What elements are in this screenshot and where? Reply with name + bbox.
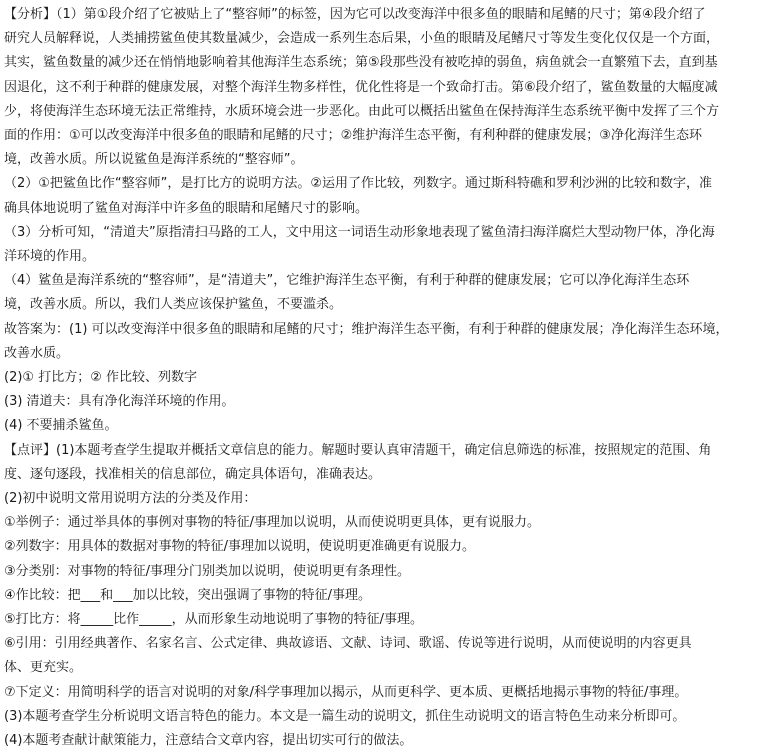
- text-line: 度、逐句逐段，找准相关的信息部位，确定具体语句，准确表达。: [4, 466, 382, 482]
- text-line: (2)初中说明文常用说明方法的分类及作用：: [4, 491, 257, 507]
- text-line: （3）分析可知，“清道夫”原指清扫马路的工人，文中用这一词语生动形象地表现了鲨鱼清扫海洋腐烂大型动物尸体，净化海: [4, 224, 715, 240]
- text-line: 【分析】（1）第①段介绍了它被贴上了“整容师”的标签，因为它可以改变海洋中很多鱼的眼睛和尾鳍的尺寸；第④段介绍了: [4, 7, 706, 22]
- text-line: ①举例子：通过举具体的事例对事物的特征/事理加以说明，从而使说明更具体，更有说服力。: [4, 515, 541, 531]
- text-line: 【点评】(1)本题考查学生提取并概括文章信息的能力。解题时要认真审清题干，确定信息筛选的标准，按照规定的范围、角: [4, 442, 712, 458]
- text-line: 故答案为：(1) 可以改变海洋中很多鱼的眼睛和尾鳍的尺寸；维护海洋生态平衡，有利于种群的健康发展；净化海洋生态环境，: [4, 321, 729, 337]
- text-line: 境，改善水质。所以，我们人类应该保护鲨鱼，不要滥杀。: [4, 297, 343, 313]
- text-line: ②列数字：用具体的数据对事物的特征/事理加以说明，使说明更准确更有说服力。: [4, 539, 476, 555]
- text-line: 面的作用：①可以改变海洋中很多鱼的眼睛和尾鳍的尺寸；②维护海洋生态平衡，有利种群的健康发展；③净化海洋生态环: [4, 128, 702, 144]
- text-line: 改善水质。: [4, 345, 70, 361]
- text-line: (2)① 打比方；② 作比较、列数字: [4, 370, 197, 386]
- text-line: 境，改善水质。所以说鲨鱼是海洋系统的“整容师”。: [4, 152, 304, 168]
- text-line: (4) 不要捕杀鲨鱼。: [4, 418, 118, 434]
- text-line: 少，将使海洋生态环境无法正常维持，水质环境会进一步恶化。由此可以概括出鲨鱼在保持海洋生态系统平衡中发挥了三个方: [4, 103, 720, 119]
- text-line: ③分类别：对事物的特征/事理分门别类加以说明，使说明更有条理性。: [4, 563, 411, 579]
- text-line: 洋环境的作用。: [4, 249, 96, 265]
- text-line: 因退化，这不利于种群的健康发展，对整个海洋生物多样性，优化性将是一个致命打击。第⑥段介绍了，鲨鱼数量的大幅度减: [4, 79, 718, 95]
- text-line: （4）鲨鱼是海洋系统的“整容师”，是“清道夫”，它维护海洋生态平衡，有利于种群的健康发展；它可以净化海洋生态环: [4, 273, 690, 289]
- text-line: 体、更充实。: [4, 660, 83, 676]
- text-line: ⑦下定义：用简明科学的语言对说明的对象/科学事理加以揭示，从而更科学、更本质、更概括地揭示事物的特征/事理。: [4, 684, 688, 700]
- text-line: 其实，鲨鱼数量的减少还在悄悄地影响着其他海洋生态系统；第⑤段那些没有被吃掉的弱鱼，病鱼就会一直繁殖下去，直到基: [4, 55, 718, 71]
- text-line: ⑤打比方：将_____比作_____，从而形象生动地说明了事物的特征/事理。: [4, 612, 424, 628]
- text-line: （2）①把鲨鱼比作“整容师”，是打比方的说明方法。②运用了作比较，列数字。通过斯科特礁和罗利沙洲的比较和数字，准: [4, 176, 713, 192]
- text-line: 研究人员解释说，人类捕捞鲨鱼使其数量减少，会造成一系列生态后果，小鱼的眼睛及尾鳍尺寸等发生变化仅仅是一个方面，: [4, 31, 720, 47]
- text-line: ⑥引用：引用经典著作、名家名言、公式定律、典故谚语、文献、诗词、歌谣、传说等进行说明，从而使说明的内容更具: [4, 636, 692, 652]
- text-line: (3)本题考查学生分析说明文语言特色的能力。本文是一篇生动的说明文，抓住生动说明文的语言特色生动来分析即可。: [4, 708, 686, 724]
- text-line: (4)本题考查献计献策能力，注意结合文章内容，提出切实可行的做法。: [4, 733, 413, 749]
- text-line: ④作比较：把___和___加以比较，突出强调了事物的特征/事理。: [4, 587, 372, 603]
- text-line: 确具体地说明了鲨鱼对海洋中许多鱼的眼睛和尾鳍尺寸的影响。: [4, 200, 369, 216]
- text-line: (3) 清道夫：具有净化海洋环境的作用。: [4, 394, 235, 410]
